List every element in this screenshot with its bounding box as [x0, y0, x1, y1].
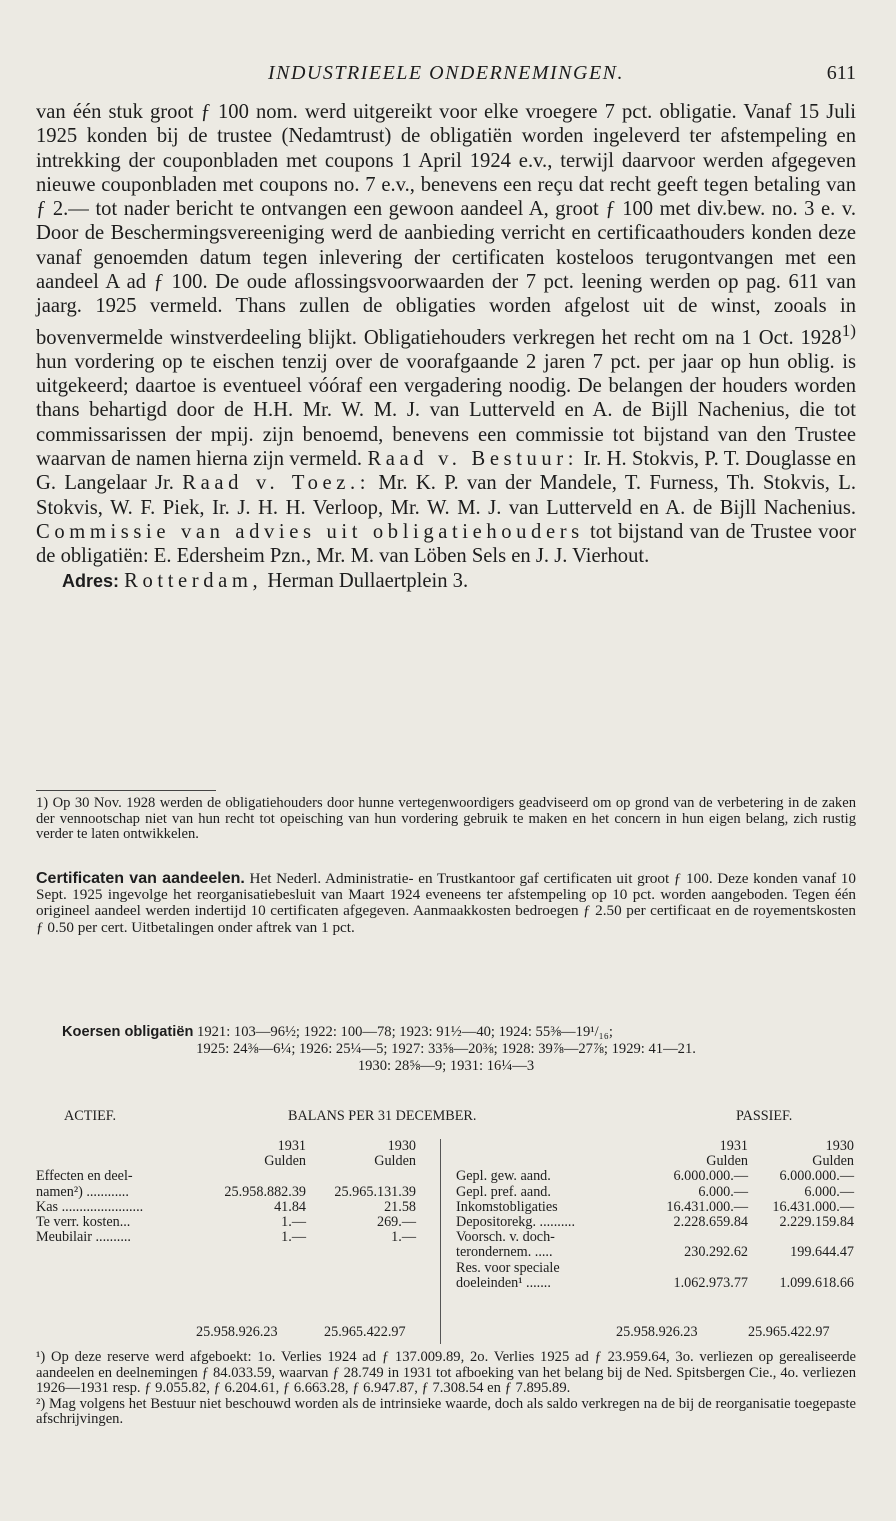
- koersen-line-2: 1925: 24⅜—6¼; 1926: 25¼—5; 1927: 33⅝—20⅜; 1928: 39⅞—27⅞; 1929: 41—21.: [196, 1041, 696, 1057]
- liability-value-1930: 6.000.—: [804, 1183, 854, 1200]
- asset-label: Meubilair ..........: [36, 1229, 131, 1246]
- asset-value-1931: 41.84: [274, 1198, 306, 1215]
- year-1930: 1930: [825, 1138, 854, 1154]
- year-1931: 1931: [719, 1138, 748, 1154]
- asset-value-1931: 25.958.882.39: [224, 1183, 306, 1200]
- liability-row: [456, 1261, 856, 1276]
- total-liab-1930: 25.965.422.97: [748, 1324, 830, 1340]
- asset-row: [36, 1215, 436, 1230]
- unit-label: Gulden: [264, 1153, 306, 1170]
- raad-bestuur-names: Ir. H. Stokvis, P. T. Douglasse en G. Langelaar Jr.: [36, 448, 856, 495]
- commissie-text: tot bijstand van de Trustee voor de obligatiën: E. Edersheim Pzn., Mr. M. van Löben Sels en J. J. Vierhout.: [36, 520, 856, 568]
- koersen-values-1: 1921: 103—96½; 1922: 100—78; 1923: 91½—40; 1924: 55⅜—19¹/₁₆;: [193, 1024, 613, 1040]
- balance-sheet: [36, 1109, 856, 1347]
- assets-unit-row: [36, 1154, 436, 1169]
- bottom-footnotes: [36, 1350, 856, 1428]
- liability-value-1930: 16.431.000.—: [772, 1198, 854, 1215]
- section-title: INDUSTRIEELE ONDERNEMINGEN.: [267, 62, 625, 84]
- asset-value-1931: 1.—: [281, 1213, 306, 1230]
- koersen-block: [36, 1024, 856, 1075]
- total-liab-1931: 25.958.926.23: [616, 1324, 698, 1340]
- total-assets-1930: 25.965.422.97: [324, 1324, 406, 1340]
- liability-value-1931: 6.000.000.—: [673, 1168, 748, 1185]
- koersen-label: Koersen obligatiën: [62, 1024, 194, 1040]
- totals-row: [36, 1325, 856, 1341]
- liability-value-1930: 199.644.47: [790, 1244, 854, 1261]
- liability-row: [456, 1215, 856, 1230]
- liab-unit-row: [456, 1154, 856, 1169]
- raad-toez-label: Raad v. Toez.:: [182, 472, 371, 495]
- liability-row: [456, 1276, 856, 1291]
- asset-value-1930: 1.—: [391, 1229, 416, 1246]
- passief-label: PASSIEF.: [736, 1108, 793, 1124]
- liability-value-1930: 1.099.618.66: [779, 1274, 854, 1291]
- liability-label: Gepl. gew. aand.: [456, 1168, 551, 1185]
- assets-year-row: [36, 1139, 436, 1154]
- main-paragraph: [36, 100, 856, 569]
- liability-label: Inkomstobligaties: [456, 1198, 558, 1215]
- liability-label: Voorsch. v. doch-: [456, 1229, 555, 1246]
- adres-street: Herman Dullaertplein 3.: [262, 569, 469, 592]
- asset-row: [36, 1185, 436, 1200]
- liability-label: doeleinden¹ .......: [456, 1274, 551, 1291]
- certificaten-text: Het Nederl. Administratie- en Trustkantoor gaf certificaten uit groot ƒ 100. Deze konden vanaf 10 Sept. 1925 ingevolge het reorganisatiebesluit van Maart 1924 eveneens ter afstempeling op 10 pct. worden aangeboden. Tegen één origineel aandeel werden indertijd 10 certificaten afgegeven. Aanmaakkosten bedroegen ƒ 2.50 per certificaat en de royementskosten ƒ 0.50 per cert. Uitbetalingen onder aftrek van 1 pct.: [36, 870, 856, 936]
- liab-year-row: [456, 1139, 856, 1154]
- certificaten-label: Certificaten van aandeelen.: [36, 870, 245, 887]
- liability-value-1930: 6.000.000.—: [779, 1168, 854, 1185]
- asset-row: [36, 1200, 436, 1215]
- footnote-rule: [36, 790, 216, 791]
- unit-label: Gulden: [374, 1153, 416, 1170]
- asset-label: Effecten en deel-: [36, 1168, 133, 1185]
- footnote-waarde: ²) Mag volgens het Bestuur niet beschouwd worden als de intrinsieke waarde, doch als saldo verkregen na de bij de reorganisatie toegepaste afschrijvingen.: [36, 1395, 856, 1428]
- footnote-mark: 1): [841, 320, 856, 340]
- asset-value-1930: 21.58: [384, 1198, 416, 1215]
- total-assets-1931: 25.958.926.23: [196, 1324, 278, 1340]
- column-divider: [440, 1139, 442, 1344]
- liability-row: [456, 1230, 856, 1245]
- asset-value-1931: 1.—: [281, 1229, 306, 1246]
- liability-value-1931: 2.228.659.84: [673, 1213, 748, 1230]
- asset-label: Kas .......................: [36, 1198, 144, 1215]
- liability-value-1931: 230.292.62: [684, 1244, 748, 1261]
- unit-label: Gulden: [812, 1153, 854, 1170]
- assets-rows: [36, 1169, 436, 1245]
- liability-value-1931: 16.431.000.—: [666, 1198, 748, 1215]
- asset-value-1930: 269.—: [376, 1213, 416, 1230]
- koersen-line-1: [36, 1024, 856, 1041]
- liability-row: [456, 1185, 856, 1200]
- liability-label: Depositorekg. ..........: [456, 1213, 576, 1230]
- year-1930: 1930: [387, 1138, 416, 1154]
- footnote-1: 1) Op 30 Nov. 1928 werden de obligatiehouders door hunne vertegenwoordigers geadviseerd om op grond van de verbetering in de zaken der vennootschap niet van hun recht tot opeisching van hun vordering gebruik te maken en het concern in hun eigen belang, zich rustig verder te laten ontwikkelen.: [36, 795, 856, 843]
- asset-label: namen²) ............: [36, 1183, 129, 1200]
- liability-row: [456, 1169, 856, 1184]
- adres-line: [36, 569, 856, 593]
- liability-value-1931: 6.000.—: [698, 1183, 748, 1200]
- raad-bestuur-label: Raad v. Bestuur:: [367, 448, 579, 471]
- koersen-line-3: 1930: 28⅝—9; 1931: 16¼—3: [357, 1058, 535, 1074]
- paragraph-part1: van één stuk groot ƒ 100 nom. werd uitgereikt voor elke vroegere 7 pct. obligatie. Vanaf 15 Juli 1925 konden bij de trustee (Nedamtrust) de obligatiën worden ingeleverd ter afstempeling en intrekking der couponbladen met coupons 1 April 1924 e.v., terwijl daarvoor werden afgegeven nieuwe couponbladen met coupons no. 7 e.v., benevens een reçu dat recht geeft tegen betaling van ƒ 2.— tot nader bericht te ontvangen een gewoon aandeel A, groot ƒ 100 met div.bew. no. 3 e. v. Door de Beschermingsvereeniging werd de aanbieding verricht en certificaathouders konden deze vanaf genoemden datum tegen inlevering der certificaten kosteloos terugontvangen met een aandeel A ad ƒ 100. De oude aflossingsvoorwaarden der 7 pct. leening werden op pag. 611 van jaarg. 1925 vermeld. Thans zullen de obligaties worden afgelost uit de winst, zooals in bovenvermelde winstverdeeling blijkt. Obligatiehouders verkregen het recht om na 1 Oct. 1928: [36, 101, 856, 349]
- footnote-reserve: ¹) Op deze reserve werd afgeboekt: 1o. Verlies 1924 ad ƒ 137.009.89, 2o. Verlies 1925 ad ƒ 23.959.64, 3o. verliezen op gerealiseerde aandeelen en deelnemingen ƒ 84.033.59, waarvan ƒ 28.749 in 1931 tot afboeking van het belang bij de Ned. Spitsbergen Cie., 4o. verliezen 1926—1931 resp. ƒ 9.055.82, ƒ 6.204.61, ƒ 6.663.28, ƒ 6.947.87, ƒ 7.308.54 en ƒ 7.895.89.: [36, 1349, 856, 1397]
- liabilities-column: [456, 1139, 856, 1291]
- liability-value-1931: 1.062.973.77: [673, 1274, 748, 1291]
- raad-toez-names: Mr. K. P. van der Mandele, T. Furness, Th. Stokvis, L. Stokvis, W. F. Piek, Ir. J. H. H. Verloop, Mr. W. M. J. van Lutterveld en A. de Bijll Nachenius.: [36, 472, 857, 519]
- liability-row: [456, 1200, 856, 1215]
- running-header: [36, 62, 856, 92]
- page-number: 611: [826, 62, 856, 84]
- adres-city: Rotterdam,: [124, 569, 263, 592]
- liability-label: Res. voor speciale: [456, 1259, 560, 1276]
- assets-column: [36, 1139, 436, 1245]
- asset-row: [36, 1230, 436, 1245]
- adres-label: Adres:: [62, 570, 120, 591]
- liabilities-rows: [456, 1169, 856, 1291]
- liability-row: [456, 1245, 856, 1260]
- asset-value-1930: 25.965.131.39: [334, 1183, 416, 1200]
- certificaten-paragraph: [36, 871, 856, 936]
- commissie-label: Commissie van advies uit obligatiehouders: [36, 520, 584, 543]
- asset-label: Te verr. kosten...: [36, 1213, 131, 1230]
- paragraph-part2: hun vordering op te eischen tenzij over de voorafgaande 2 jaren 7 pct. per jaar op hun oblig. is uitgekeerd; daartoe is eventueel vóóraf een vergadering noodig. De belangen der houders worden thans behartigd door de H.H. Mr. W. M. J. van Lutterveld en A. de Bijll Nachenius, die tot commissarissen der mpij. zijn benoemd, benevens een commissie tot bijstand van den Trustee waarvan de namen hierna zijn vermeld.: [36, 350, 856, 471]
- asset-row: [36, 1169, 436, 1184]
- unit-label: Gulden: [706, 1153, 748, 1170]
- main-text: [36, 100, 856, 593]
- year-1931: 1931: [277, 1138, 306, 1154]
- liability-label: Gepl. pref. aand.: [456, 1183, 551, 1200]
- liability-label: terondernem. .....: [456, 1244, 553, 1261]
- liability-value-1930: 2.229.159.84: [779, 1213, 854, 1230]
- actief-label: ACTIEF.: [64, 1108, 117, 1124]
- balance-title: BALANS PER 31 DECEMBER.: [288, 1108, 477, 1124]
